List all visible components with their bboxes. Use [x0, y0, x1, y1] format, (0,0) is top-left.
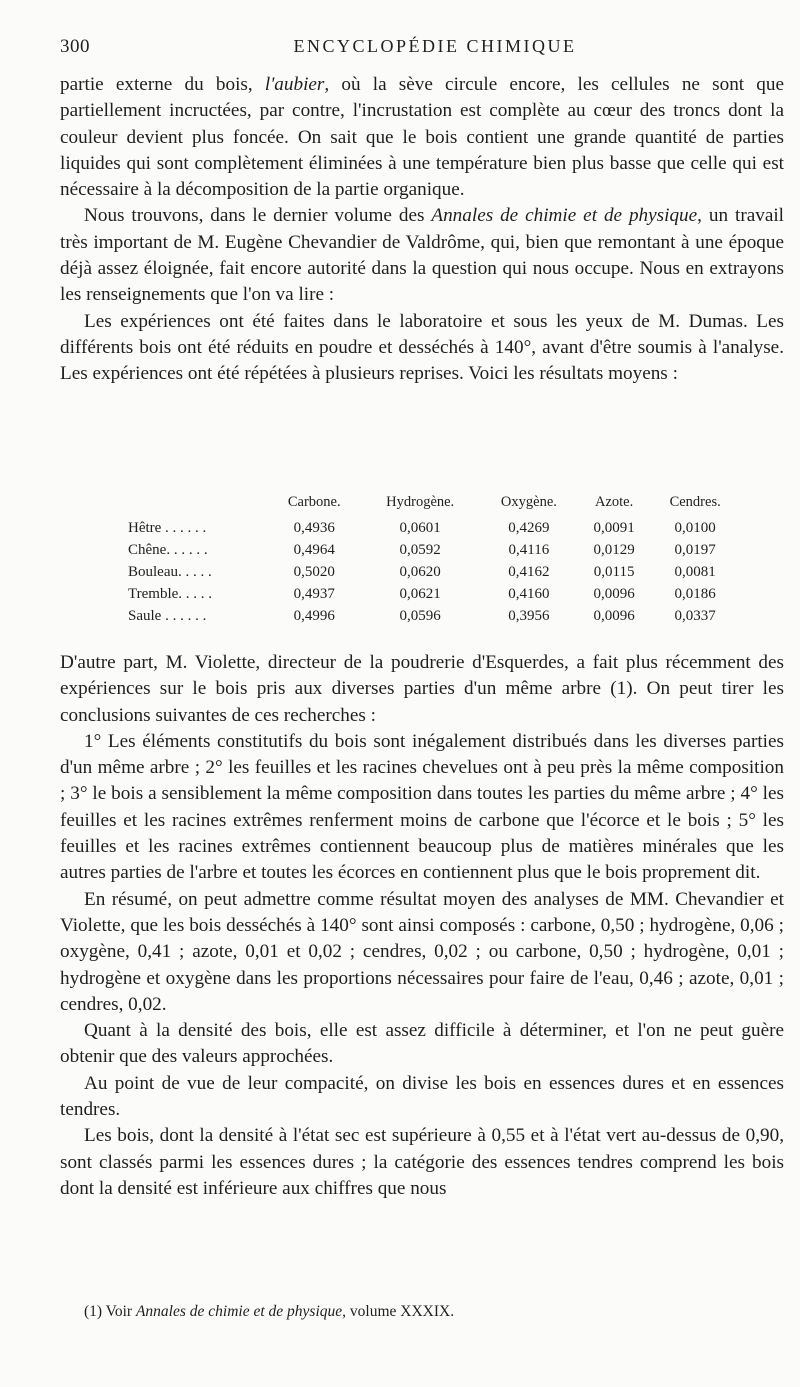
table-header-cell: Oxygène.	[500, 494, 557, 510]
table-cell: 0,0596	[399, 607, 441, 624]
paragraph-3: Les expériences ont été faites dans le laboratoire et sous les yeux de M. Dumas. Les différents bois ont été réduits en poudre et desséchés à 140°, avant d'être soumis à l'analyse. Les expériences ont été répétées à plusieurs reprises. Voici les résultats moyens :	[60, 310, 784, 385]
intro-text	[60, 72, 784, 388]
wood-name: Bouleau. . . . .	[128, 563, 212, 580]
table-cell: 0,0621	[399, 585, 441, 602]
table-cell: 0,0337	[674, 607, 716, 624]
table-cell: 0,0197	[674, 541, 716, 558]
page-number: 300	[60, 36, 90, 57]
table-header-spacer	[128, 494, 268, 517]
table-cell: 0,0115	[593, 563, 635, 580]
table-header-cell: Azote.	[595, 494, 634, 510]
continuation-text	[60, 650, 784, 1202]
paragraph-8: Au point de vue de leur compacité, on divise les bois en essences dures et en essences tendres.	[60, 1072, 784, 1121]
table-cell: 0,0081	[674, 563, 716, 580]
table-cell: 0,4162	[508, 563, 550, 580]
footnote-rest: , volume XXXIX.	[342, 1303, 455, 1320]
table-cell: 0,0620	[399, 563, 441, 580]
running-title: ENCYCLOPÉDIE CHIMIQUE	[293, 36, 577, 56]
wood-name: Saule . . . . . .	[128, 607, 207, 624]
page-header	[60, 36, 780, 62]
table-cell: 0,4269	[508, 519, 550, 536]
paragraph-7: Quant à la densité des bois, elle est assez difficile à déterminer, et l'on ne peut guère obtenir que des valeurs approchées.	[60, 1020, 784, 1068]
table-cell: 0,4160	[508, 585, 550, 602]
table-row	[128, 517, 740, 539]
footnote-title: Annales de chimie et de physique	[135, 1303, 343, 1320]
paragraph-4: D'autre part, M. Violette, directeur de la poudrerie d'Esquerdes, a fait plus récemment des expériences sur le bois pris aux diverses parties d'un même arbre (1). On peut tirer les conclusions suivantes de ces recherches :	[60, 652, 784, 726]
table-cell: 0,4936	[293, 519, 335, 536]
table-row	[128, 561, 740, 583]
table-header-cell: Carbone.	[287, 494, 341, 510]
wood-name: Hêtre . . . . . .	[128, 519, 207, 536]
table-header-cell: Hydrogène.	[386, 494, 455, 510]
table-cell: 0,0096	[593, 607, 635, 624]
wood-name: Chêne. . . . . .	[128, 541, 208, 558]
table-header-cell: Cendres.	[669, 494, 721, 510]
table-cell: 0,0129	[593, 541, 635, 558]
table-cell: 0,0100	[674, 519, 716, 536]
table-row	[128, 539, 740, 561]
table-cell: 0,5020	[293, 563, 335, 580]
table-header-row	[128, 494, 740, 517]
paragraph-6: En résumé, on peut admettre comme résultat moyen des analyses de MM. Chevandier et Violette, que les bois desséchés à 140° sont ainsi composés : carbone, 0,50 ; hydrogène, 0,06 ; oxygène, 0,41 ; azote, 0,01 et 0,02 ; cendres, 0,02 ; ou carbone, 0,50 ; hydrogène, 0,01 ; hydrogène et oxygène dans les proportions nécessaires pour faire de l'eau, 0,46 ; azote, 0,01 ; cendres, 0,02.	[60, 888, 784, 1015]
paragraph-5: 1° Les éléments constitutifs du bois sont inégalement distribués dans les diverses parties d'un même arbre ; 2° les feuilles et les racines chevelues ont à peu près la même composition ; 3° le bois a sensiblement la même composition dans toutes les parties du même arbre ; 4° les feuilles et les racines extrêmes renferment moins de carbone que l'écorce et le bois ; 5° les feuilles et les racines extrêmes contiennent beaucoup plus de matières minérales que les autres parties de l'arbre et toutes les écorces en contiennent plus que le bois proprement dit.	[60, 730, 784, 884]
table-cell: 0,4937	[293, 585, 335, 602]
paragraph-9: Les bois, dont la densité à l'état sec est supérieure à 0,55 et à l'état vert au-dessus de 0,90, sont classés parmi les essences dures ; la catégorie des essences tendres comprend les bois dont la densité est inférieure aux chiffres que nous	[60, 1125, 784, 1199]
table-cell: 0,0186	[674, 585, 716, 602]
table-row	[128, 583, 740, 605]
table-cell: 0,4996	[293, 607, 335, 624]
table-cell: 0,0096	[593, 585, 635, 602]
footnote-marker: (1) Voir	[84, 1303, 136, 1320]
wood-name: Tremble. . . . .	[128, 585, 213, 602]
table-cell: 0,4116	[508, 541, 550, 558]
footnote	[84, 1303, 454, 1321]
paragraph-1: partie externe du bois, l'aubier, où la sève circule encore, les cellules ne sont que partiellement incructées, par contre, l'incrustation est complète au cœur des troncs dont la couleur devient plus foncée. On sait que le bois contient une grande quantité de parties liquides qui sont complètement éliminées à une température bien plus basse que celle qui est nécessaire à la décomposition de la partie organique.	[60, 74, 785, 201]
table-cell: 0,0601	[399, 519, 441, 536]
annales-title: Annales de chimie et de physique	[431, 205, 698, 227]
table-cell: 0,4964	[293, 541, 335, 558]
table-cell: 0,3956	[508, 607, 550, 624]
paragraph-2: Nous trouvons, dans le dernier volume des Annales de chimie et de physique, un travail très important de M. Eugène Chevandier de Valdrôme, qui, bien que remontant à une époque déjà assez éloignée, fait encore autorité dans la question qui nous occupe. Nous en extrayons les renseignements que l'on va lire :	[60, 205, 784, 306]
table-row	[128, 605, 740, 627]
table-cell: 0,0091	[593, 519, 635, 536]
composition-table	[128, 494, 740, 627]
table-cell: 0,0592	[399, 541, 441, 558]
aubier-term: l'aubier	[264, 74, 325, 95]
